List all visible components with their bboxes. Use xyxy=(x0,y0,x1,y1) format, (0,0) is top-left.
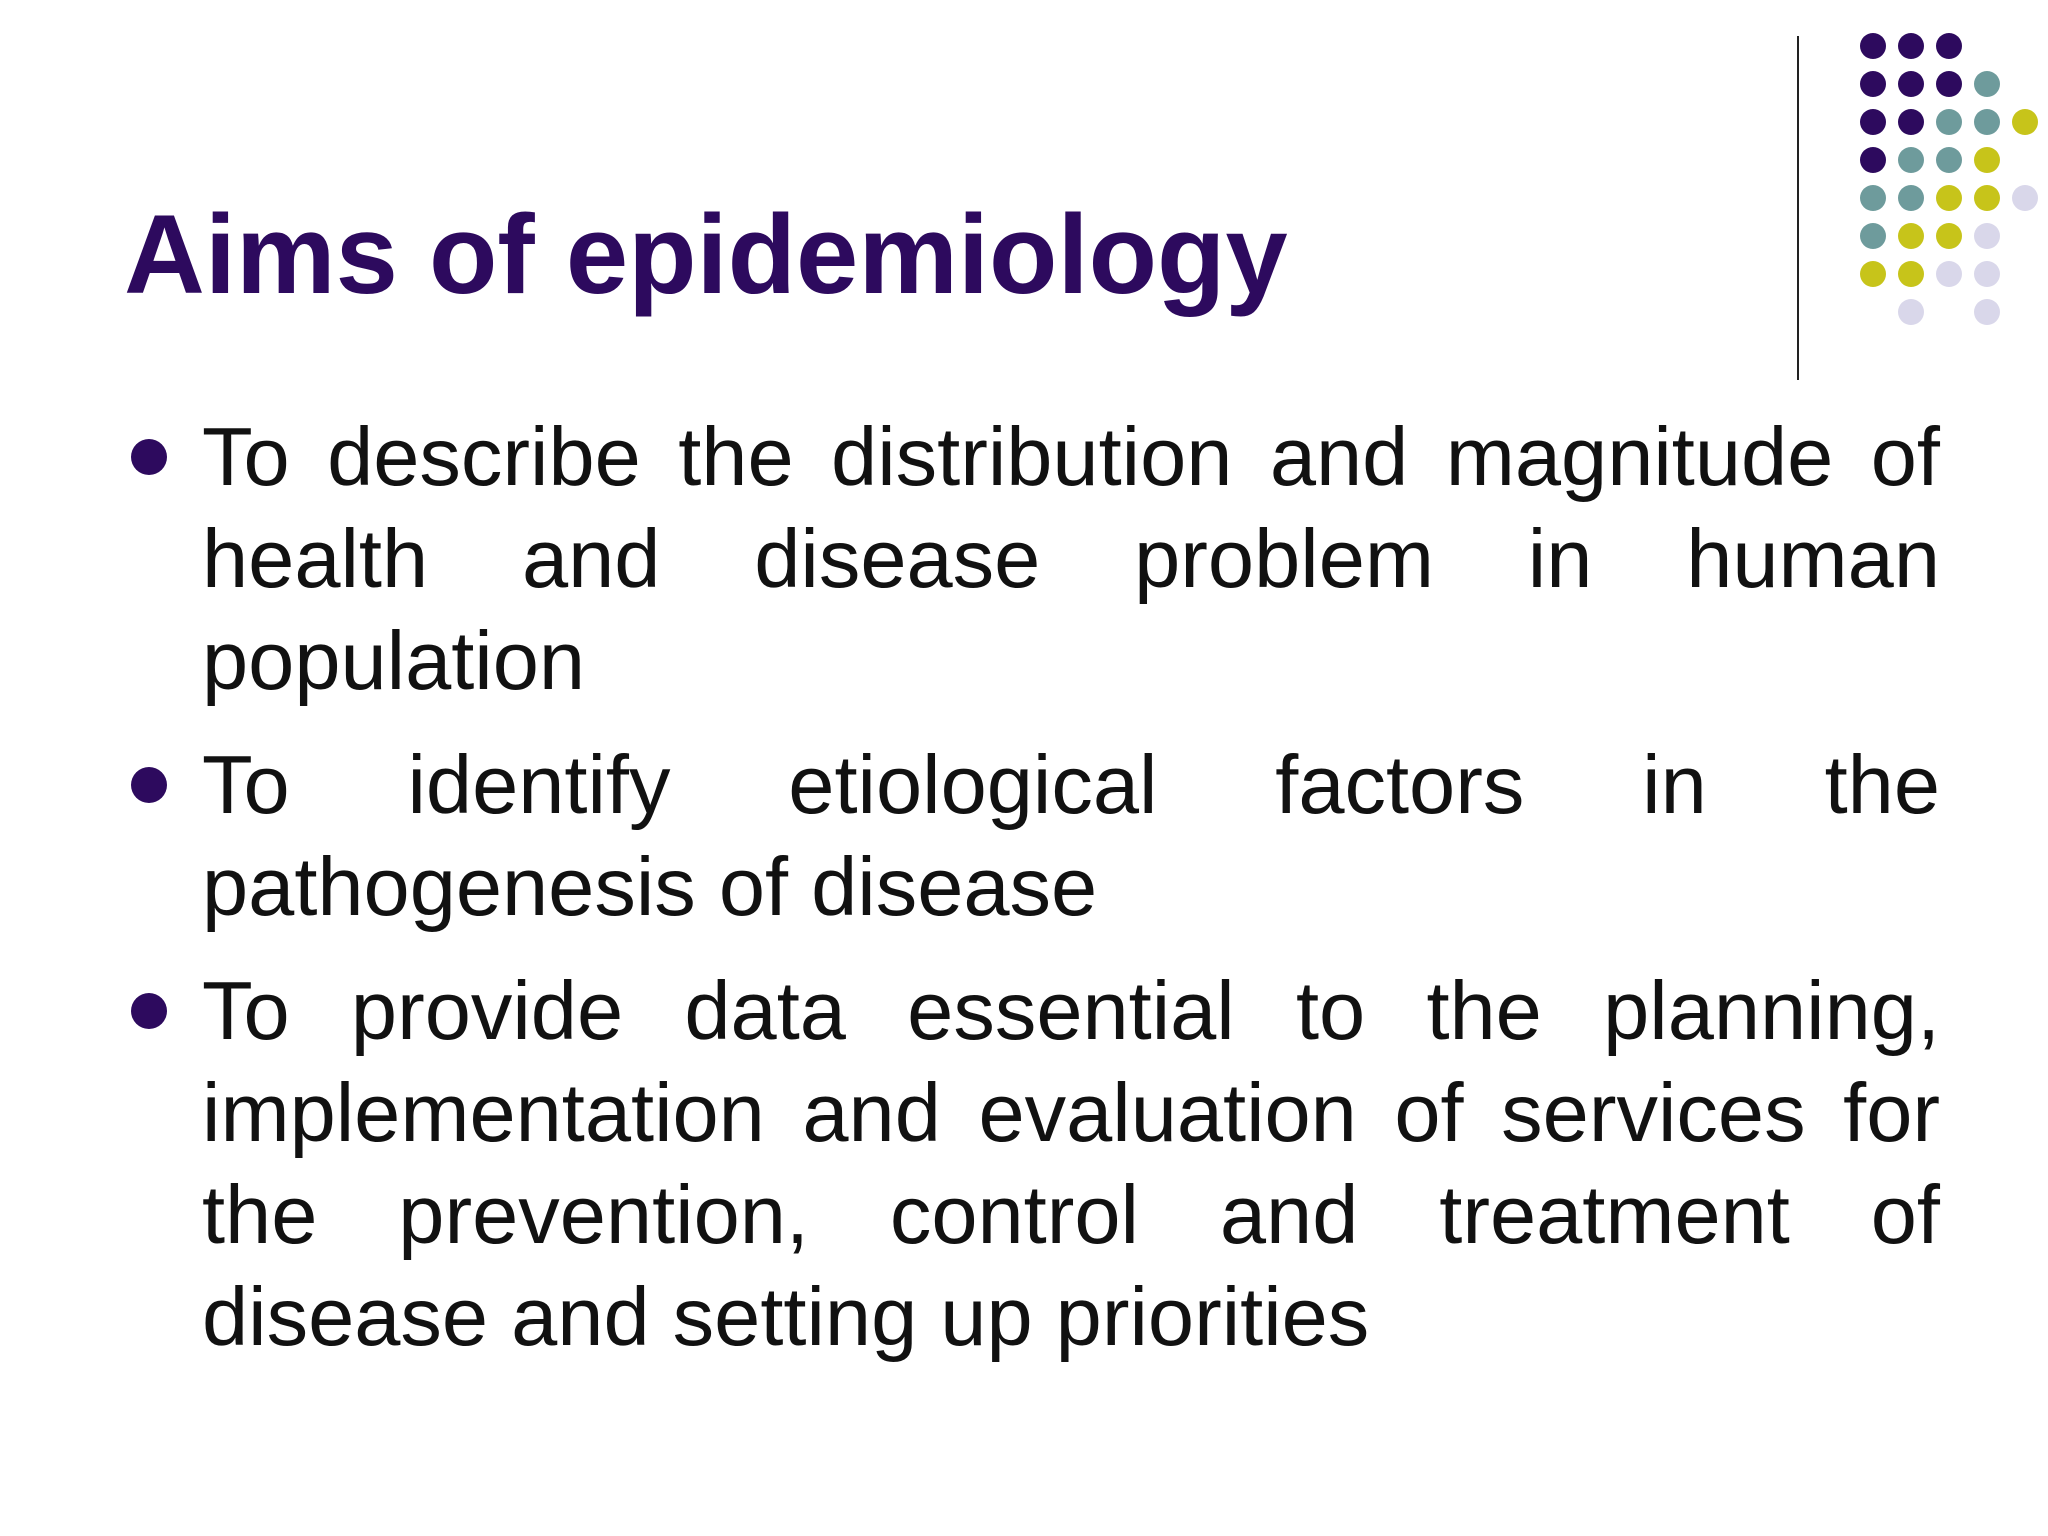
decorative-dot xyxy=(1860,147,1886,173)
decorative-dot xyxy=(1936,109,1962,135)
vertical-divider xyxy=(1797,36,1799,380)
slide-title: Aims of epidemiology xyxy=(124,192,1288,317)
bullet-list xyxy=(126,406,1940,1390)
decorative-dot xyxy=(1974,147,2000,173)
decorative-dot xyxy=(1898,109,1924,135)
bullet-item-describe xyxy=(126,406,1940,712)
decorative-dot xyxy=(1974,109,2000,135)
decorative-dot xyxy=(2012,185,2038,211)
decorative-dot xyxy=(1974,71,2000,97)
decorative-dot xyxy=(1860,33,1886,59)
decorative-dot xyxy=(1898,71,1924,97)
decorative-dot xyxy=(1860,71,1886,97)
decorative-dot xyxy=(1898,299,1924,325)
bullet-item-provide xyxy=(126,960,1940,1368)
decorative-dot xyxy=(1936,147,1962,173)
decorative-dot xyxy=(1974,299,2000,325)
bullet-dot-icon xyxy=(131,993,167,1029)
decorative-dot xyxy=(1898,147,1924,173)
bullet-text: To identify etiological factors in the pathogenesis of disease xyxy=(202,738,1940,933)
decorative-dot xyxy=(1974,185,2000,211)
decorative-dot xyxy=(1898,33,1924,59)
decorative-dot xyxy=(1936,185,1962,211)
decorative-dot xyxy=(1936,223,1962,249)
decorative-dot xyxy=(1936,261,1962,287)
decorative-dot xyxy=(1898,223,1924,249)
decorative-dot xyxy=(1898,261,1924,287)
decorative-dot xyxy=(1860,109,1886,135)
bullet-dot-icon xyxy=(131,767,167,803)
decorative-dot xyxy=(2012,109,2038,135)
bullet-text: To describe the distribution and magnitude of health and disease problem in human population xyxy=(202,410,1940,707)
bullet-item-identify xyxy=(126,734,1940,938)
decorative-dot xyxy=(1974,223,2000,249)
decorative-dot xyxy=(1860,261,1886,287)
decorative-dot xyxy=(1936,71,1962,97)
bullet-text: To provide data essential to the planning, implementation and evaluation of services for the prevention, control and treatment of disease and setting up priorities xyxy=(202,964,1940,1363)
decorative-dot xyxy=(1898,185,1924,211)
decorative-dot xyxy=(1936,33,1962,59)
decorative-dot xyxy=(1860,223,1886,249)
bullet-dot-icon xyxy=(131,439,167,475)
decorative-dot xyxy=(1974,261,2000,287)
decorative-dot xyxy=(1860,185,1886,211)
